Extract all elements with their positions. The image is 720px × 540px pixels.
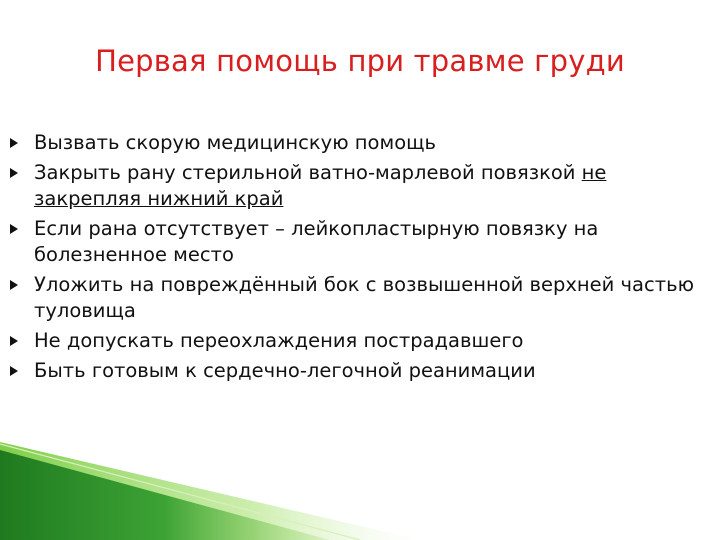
triangle-right-icon (10, 366, 18, 376)
bullet-text: Если рана отсутствует – лейкопластырную повязку на болезненное место (34, 217, 599, 266)
triangle-right-icon (10, 336, 18, 346)
triangle-right-icon (10, 138, 18, 148)
decorative-swoosh (0, 440, 720, 540)
bullet-emphasis-text: не закрепляя нижний край (34, 161, 607, 210)
bullet-item (10, 160, 700, 212)
swoosh-dark (0, 450, 330, 540)
bullet-text: Закрыть рану стерильной ватно-марлевой повязкой (34, 161, 582, 184)
bullet-text: Уложить на повреждённый бок с возвышенной верхней частью туловища (34, 273, 694, 322)
bullet-text: Не допускать переохлаждения пострадавшего (34, 329, 524, 352)
triangle-right-icon (10, 280, 18, 290)
slide-title: Первая помощь при травме груди (95, 44, 625, 78)
bullet-text: Вызвать скорую медицинскую помощь (34, 131, 436, 154)
triangle-right-icon (10, 224, 18, 234)
bullet-item (10, 216, 700, 268)
bullet-item (10, 328, 700, 354)
bullet-item (10, 272, 700, 324)
bullet-item (10, 358, 700, 384)
triangle-right-icon (10, 168, 18, 178)
bullet-item (10, 130, 700, 156)
bullet-list (10, 130, 700, 388)
bullet-text: Быть готовым к сердечно-легочной реанимации (34, 359, 536, 382)
